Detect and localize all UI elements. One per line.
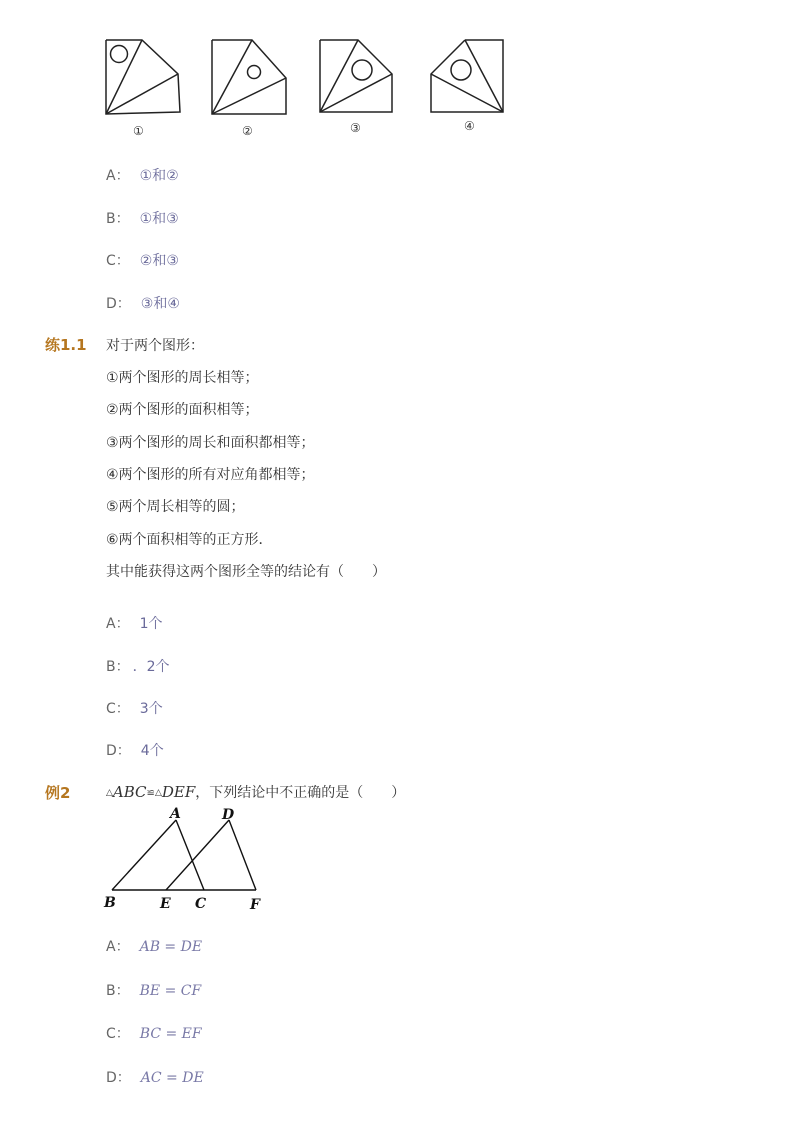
question-stem — [106, 782, 405, 802]
q0-option-c[interactable] — [106, 250, 179, 270]
option-letter: C： — [106, 1026, 130, 1042]
point-label-d: D — [222, 807, 235, 823]
q0-option-a[interactable] — [106, 165, 179, 185]
q1-option-a[interactable] — [106, 613, 163, 633]
point-label-b: B — [104, 895, 116, 911]
statement-item: ③两个图形的周长和面积都相等； — [106, 435, 315, 451]
option-text: ①和② — [139, 168, 179, 184]
q1-option-b[interactable] — [106, 656, 170, 676]
option-letter: B： — [106, 211, 130, 227]
figure-1 — [104, 38, 182, 116]
option-letter: A： — [106, 616, 130, 632]
figure-2 — [210, 38, 290, 116]
option-text: AB = DE — [139, 939, 203, 955]
point-label-f: F — [250, 897, 260, 912]
option-text: ③和④ — [140, 296, 180, 312]
option-letter: C： — [106, 701, 130, 717]
q2-option-b[interactable] — [106, 980, 201, 1000]
congruent-symbol: ≌ — [146, 788, 155, 799]
q0-option-b[interactable] — [106, 208, 179, 228]
q2-option-a[interactable] — [106, 936, 202, 956]
q2-option-c[interactable] — [106, 1023, 202, 1043]
option-text: ②和③ — [139, 253, 179, 269]
option-text: 4个 — [140, 743, 164, 759]
triangle-name: ABC — [112, 783, 147, 801]
question-stem: 对于两个图形： — [106, 338, 204, 354]
option-letter: B： — [106, 983, 130, 999]
option-letter: D： — [106, 1070, 131, 1086]
triangle-icon: △ — [106, 788, 113, 798]
option-text: BE = CF — [139, 983, 202, 999]
statement-item: ⑥两个面积相等的正方形． — [106, 532, 273, 548]
option-text: ．2个 — [132, 659, 170, 675]
statement-item: ②两个图形的面积相等； — [106, 402, 259, 418]
point-label-a: A — [170, 806, 181, 822]
figure-1-label: ① — [133, 124, 144, 138]
q1-option-c[interactable] — [106, 698, 163, 718]
question-text: 其中能获得这两个图形全等的结论有（ ） — [106, 564, 386, 580]
figure-3 — [318, 38, 396, 116]
point-label-e: E — [160, 896, 171, 912]
option-letter: D： — [106, 296, 131, 312]
triangles-figure — [100, 804, 270, 912]
option-letter: D： — [106, 743, 131, 759]
figure-2-label: ② — [242, 124, 253, 138]
point-label-c: C — [195, 896, 207, 912]
option-letter: A： — [106, 168, 130, 184]
question-tag: 例2 — [45, 784, 71, 802]
option-text: 3个 — [139, 701, 163, 717]
q2-option-d[interactable] — [106, 1067, 204, 1087]
q1-option-d[interactable] — [106, 740, 164, 760]
statement-item: ①两个图形的周长相等； — [106, 370, 259, 386]
option-text: ①和③ — [139, 211, 179, 227]
option-letter: B： — [106, 659, 123, 675]
option-letter: C： — [106, 253, 130, 269]
option-text: AC = DE — [140, 1070, 204, 1086]
figure-4-label: ④ — [464, 119, 475, 133]
option-text: 1个 — [139, 616, 163, 632]
figure-4 — [429, 38, 507, 114]
question-tag: 练1.1 — [45, 336, 87, 354]
question-text: ，下列结论中不正确的是（ ） — [195, 785, 406, 801]
statement-item: ⑤两个周长相等的圆； — [106, 499, 245, 515]
option-letter: A： — [106, 939, 130, 955]
triangle-icon: △ — [154, 788, 162, 798]
statement-item: ④两个图形的所有对应角都相等； — [106, 467, 315, 483]
option-text: BC = EF — [139, 1026, 202, 1042]
triangle-name: DEF — [161, 783, 196, 801]
q0-option-d[interactable] — [106, 293, 180, 313]
figure-3-label: ③ — [350, 121, 361, 135]
